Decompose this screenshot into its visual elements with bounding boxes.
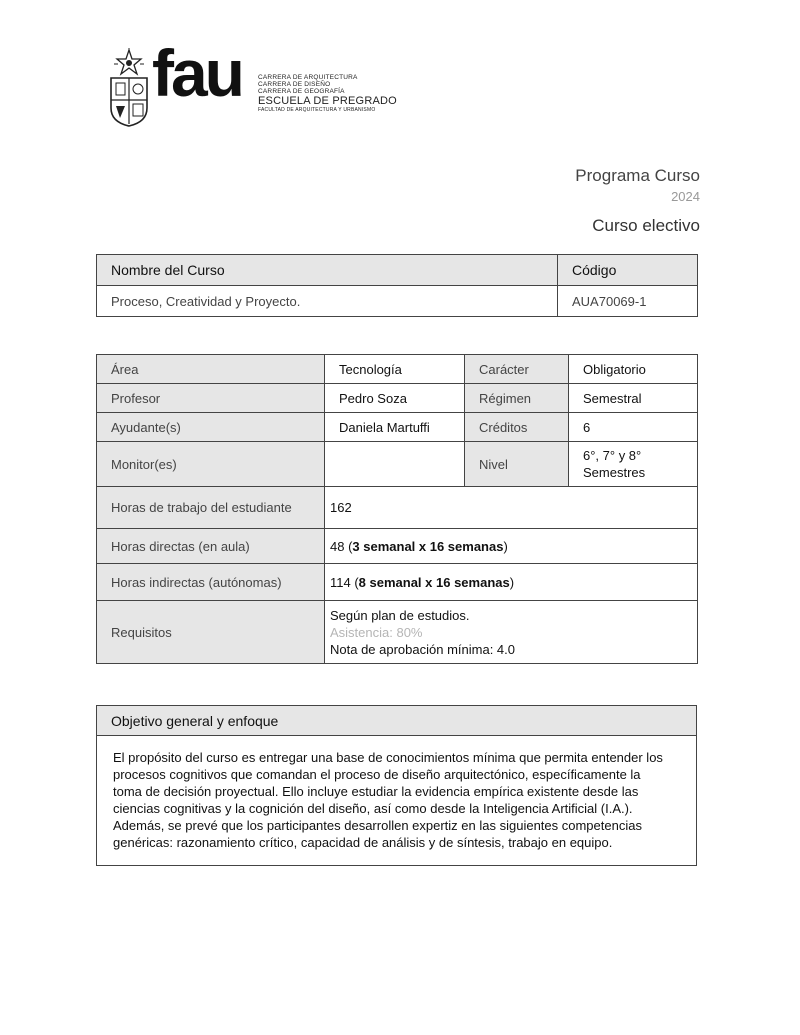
table-row bbox=[97, 564, 698, 601]
table-row bbox=[97, 255, 698, 286]
creditos-label: Créditos bbox=[465, 413, 569, 442]
course-name-label: Nombre del Curso bbox=[97, 255, 558, 286]
monitor-label: Monitor(es) bbox=[97, 442, 325, 487]
regimen-value: Semestral bbox=[569, 384, 698, 413]
monitor-value bbox=[325, 442, 465, 487]
horas-directas-label: Horas directas (en aula) bbox=[97, 529, 325, 564]
requisitos-attendance: Asistencia: 80% bbox=[330, 624, 423, 640]
page-title: Programa Curso bbox=[575, 166, 700, 185]
profesor-value: Pedro Soza bbox=[325, 384, 465, 413]
horas-directas-num: 48 ( bbox=[330, 538, 353, 554]
horas-directas-detail: 3 semanal x 16 semanas bbox=[352, 538, 504, 554]
faculty-logo bbox=[108, 36, 398, 130]
requisitos-line: Según plan de estudios. bbox=[330, 607, 470, 623]
objetivo-line: procesos cognitivos que comandan el proceso de diseño arquitectónico, específicamente la bbox=[113, 767, 641, 782]
requisitos-label: Requisitos bbox=[97, 601, 325, 664]
horas-indirectas-close: ) bbox=[509, 574, 515, 590]
objetivo-line: El propósito del curso es entregar una base de conocimientos mínima que permita entender los bbox=[113, 750, 663, 765]
objetivo-line: toma de decisión proyectual. Ello incluye estudiar la evidencia empírica existente desde las bbox=[113, 784, 639, 799]
horas-directas-value bbox=[325, 529, 698, 564]
objetivo-line: ciencias cognitivas y la cognición del diseño, así como desde la Inteligencia Artificial (I.A.). bbox=[113, 801, 633, 816]
profesor-label: Profesor bbox=[97, 384, 325, 413]
course-code-value: AUA70069-1 bbox=[558, 286, 698, 317]
table-row bbox=[97, 355, 698, 384]
horas-directas-close: ) bbox=[503, 538, 508, 554]
course-code-label: Código bbox=[558, 255, 698, 286]
course-name-table bbox=[96, 254, 698, 317]
objetivo-line: Además, se prevé que los participantes desarrollen expertiz en las siguientes competencias bbox=[113, 818, 642, 833]
table-row bbox=[97, 413, 698, 442]
ayudante-value: Daniela Martuffi bbox=[325, 413, 465, 442]
logo-line: CARRERA DE GEOGRAFÍA bbox=[258, 87, 345, 95]
horas-trabajo-value: 162 bbox=[325, 487, 698, 529]
logo-school: ESCUELA DE PREGRADO bbox=[258, 95, 397, 108]
nivel-value bbox=[569, 442, 698, 487]
table-row bbox=[97, 529, 698, 564]
horas-indirectas-value bbox=[325, 564, 698, 601]
horas-indirectas-label: Horas indirectas (autónomas) bbox=[97, 564, 325, 601]
table-row bbox=[97, 442, 698, 487]
table-row bbox=[97, 706, 697, 736]
table-row bbox=[97, 487, 698, 529]
table-row bbox=[97, 736, 697, 866]
requisitos-line: Nota de aprobación mínima: 4.0 bbox=[330, 641, 515, 657]
regimen-label: Régimen bbox=[465, 384, 569, 413]
creditos-value: 6 bbox=[569, 413, 698, 442]
logo-line: CARRERA DE DISEÑO bbox=[258, 80, 331, 88]
nivel-line: 6°, 7° y 8° bbox=[583, 448, 642, 463]
nivel-line: Semestres bbox=[583, 465, 646, 480]
horas-indirectas-num: 114 ( bbox=[330, 574, 359, 590]
logo-faculty: FACULTAD DE ARQUITECTURA Y URBANISMO bbox=[258, 106, 376, 113]
caracter-label: Carácter bbox=[465, 355, 569, 384]
logo-wordmark: fau bbox=[152, 36, 242, 110]
objetivo-table bbox=[96, 705, 697, 866]
objetivo-label: Objetivo general y enfoque bbox=[97, 706, 697, 736]
course-name-value: Proceso, Creatividad y Proyecto. bbox=[97, 286, 558, 317]
caracter-value: Obligatorio bbox=[569, 355, 698, 384]
course-type: Curso electivo bbox=[592, 216, 700, 235]
objetivo-text bbox=[97, 736, 697, 866]
nivel-label: Nivel bbox=[465, 442, 569, 487]
ayudante-label: Ayudante(s) bbox=[97, 413, 325, 442]
table-row bbox=[97, 601, 698, 664]
horas-indirectas-detail: 8 semanal x 16 semanas bbox=[358, 574, 510, 590]
requisitos-value bbox=[325, 601, 698, 664]
table-row bbox=[97, 384, 698, 413]
university-crest-icon bbox=[108, 48, 150, 128]
table-row bbox=[97, 286, 698, 317]
program-year: 2024 bbox=[671, 189, 700, 204]
horas-trabajo-label: Horas de trabajo del estudiante bbox=[97, 487, 325, 529]
logo-line: CARRERA DE ARQUITECTURA bbox=[258, 74, 358, 81]
objetivo-line: genéricas: razonamiento crítico, capacidad de análisis y de síntesis, trabajo en equipo. bbox=[113, 835, 613, 850]
area-value: Tecnología bbox=[325, 355, 465, 384]
course-details-table bbox=[96, 354, 698, 664]
area-label: Área bbox=[97, 355, 325, 384]
logo-text-block bbox=[258, 75, 397, 113]
